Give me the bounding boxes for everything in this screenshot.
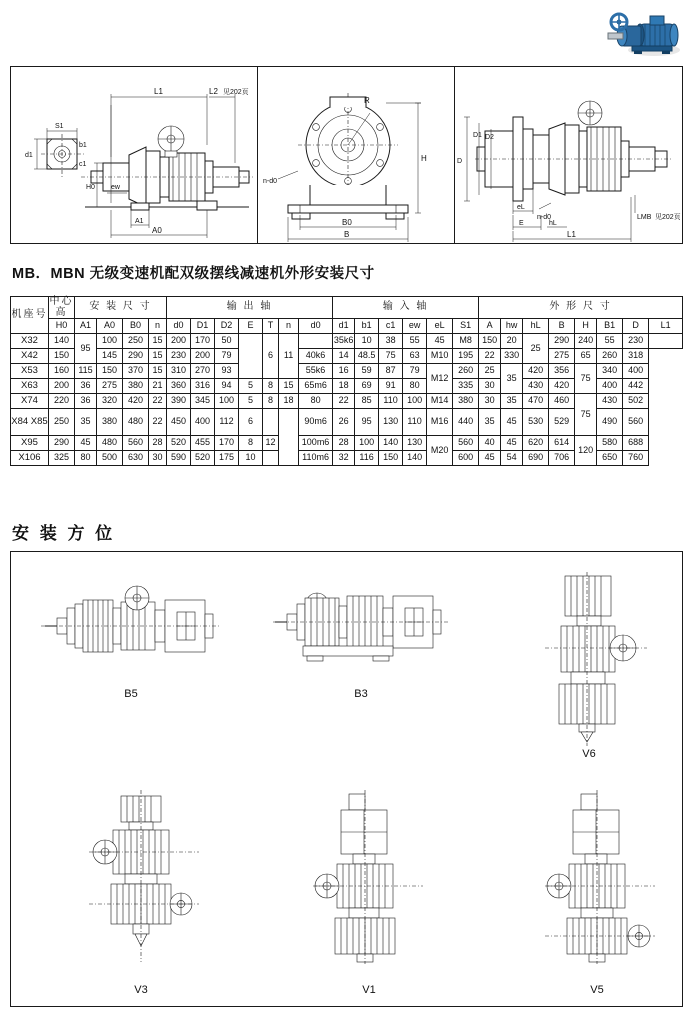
svg-text:D2: D2: [485, 134, 494, 141]
cell: 318: [623, 349, 649, 364]
cell: 94: [215, 379, 239, 394]
cell: 560: [623, 409, 649, 436]
cell: 175: [215, 451, 239, 466]
mount-label-v3: V3: [134, 984, 148, 996]
cell: 614: [549, 436, 575, 451]
svg-text:E: E: [519, 220, 524, 227]
cell: 22: [479, 349, 501, 364]
cell: 30: [479, 394, 501, 409]
cell: 40: [479, 436, 501, 451]
cell: 690: [523, 451, 549, 466]
cell: 529: [549, 409, 575, 436]
col-ew: ew: [403, 319, 427, 334]
cell: 520: [167, 436, 191, 451]
svg-text:b1: b1: [79, 142, 87, 149]
mounting-diagram-b5: [41, 574, 221, 684]
cell: M12: [427, 364, 453, 394]
cell: 590: [167, 451, 191, 466]
svg-text:D: D: [457, 158, 463, 165]
cell: 35k6: [333, 334, 355, 349]
cell: 380: [97, 409, 123, 436]
cell: 760: [623, 451, 649, 466]
cell: 20: [501, 334, 523, 349]
cell: 65: [575, 349, 597, 364]
cell: 40k6: [299, 349, 333, 364]
cell: 502: [623, 394, 649, 409]
svg-text:A1: A1: [135, 218, 144, 225]
cell: 69: [355, 379, 379, 394]
cell: 45: [75, 436, 97, 451]
cell: 93: [215, 364, 239, 379]
col-H0: H0: [49, 319, 75, 334]
header-output-shaft: 输 出 轴: [167, 297, 333, 319]
cell: 54: [501, 451, 523, 466]
cell: 8: [239, 436, 263, 451]
col-b1: b1: [355, 319, 379, 334]
cell: 480: [123, 409, 149, 436]
cell: 50: [215, 334, 239, 349]
cell: 32: [333, 451, 355, 466]
mounting-diagram-b3: [273, 574, 453, 689]
cell: 55k6: [299, 364, 333, 379]
cell: M10: [427, 349, 453, 364]
cell: 100m6: [299, 436, 333, 451]
cell: 35: [501, 394, 523, 409]
cell: 55: [597, 334, 623, 349]
col-eL: eL: [427, 319, 453, 334]
cell: 110: [379, 394, 403, 409]
cell: 290: [549, 334, 575, 349]
cell: 11: [279, 334, 299, 379]
table-row: [11, 349, 683, 364]
cell: 688: [623, 436, 649, 451]
cell: 400: [597, 379, 623, 394]
cell: 14: [333, 349, 355, 364]
cell: 110m6: [299, 451, 333, 466]
cell: 460: [549, 394, 575, 409]
cell: 520: [191, 451, 215, 466]
col-c1: c1: [379, 319, 403, 334]
cell: 22: [149, 409, 167, 436]
cell: M14: [427, 394, 453, 409]
col-D: D: [623, 319, 649, 334]
cell: 400: [623, 364, 649, 379]
cell: 100: [355, 436, 379, 451]
cell-model: X32: [11, 334, 49, 349]
cell: 55: [403, 334, 427, 349]
col-n: n: [149, 319, 167, 334]
svg-text:A0: A0: [152, 226, 162, 235]
cell: 15: [149, 349, 167, 364]
mounting-diagram-v1: [311, 790, 431, 965]
cell-model: X106: [11, 451, 49, 466]
cell: 36: [75, 394, 97, 409]
cell: M8: [453, 334, 479, 349]
cell: 706: [549, 451, 575, 466]
cell-model: X53: [11, 364, 49, 379]
cell: 230: [167, 349, 191, 364]
header-input-shaft: 输 入 轴: [333, 297, 479, 319]
col-d1: d1: [333, 319, 355, 334]
cell: 30: [479, 379, 501, 394]
cell: 335: [453, 379, 479, 394]
svg-text:L2: L2: [209, 87, 218, 96]
svg-text:ew: ew: [111, 184, 120, 191]
cell: 22: [149, 394, 167, 409]
col-hL: hL: [523, 319, 549, 334]
col-D2: D2: [215, 319, 239, 334]
cell: 5: [239, 394, 263, 409]
table-row: [11, 394, 683, 409]
col-A0: A0: [97, 319, 123, 334]
cell: 45: [427, 334, 453, 349]
cell: 380: [123, 379, 149, 394]
svg-text:H0: H0: [86, 184, 95, 191]
cell: 21: [149, 379, 167, 394]
cell: 38: [379, 334, 403, 349]
cell: 130: [403, 436, 427, 451]
cell: 100: [97, 334, 123, 349]
cell: 6: [263, 334, 279, 379]
cell: 45: [501, 436, 523, 451]
cell: 160: [49, 364, 75, 379]
cell: 275: [97, 379, 123, 394]
cell: 100: [215, 394, 239, 409]
cell: 30: [149, 451, 167, 466]
cell: 26: [333, 409, 355, 436]
svg-text:n-d0: n-d0: [537, 214, 552, 221]
cell: 15: [279, 379, 299, 394]
svg-text:D1: D1: [473, 132, 482, 139]
header-outline-dims: 外 形 尺 寸: [479, 297, 683, 319]
col-E: E: [239, 319, 263, 334]
table-row: [11, 334, 683, 349]
col-B1: B1: [597, 319, 623, 334]
cell: 10: [239, 451, 263, 466]
header-model: 机座号: [11, 297, 49, 334]
col-d0: d0: [167, 319, 191, 334]
cell: 80: [75, 451, 97, 466]
cell: 240: [575, 334, 597, 349]
cell-model: X42: [11, 349, 49, 364]
cell: 260: [453, 364, 479, 379]
cell: 170: [191, 334, 215, 349]
drawing-view-flange: [455, 67, 683, 243]
cell: 80: [299, 394, 333, 409]
svg-text:d1: d1: [25, 152, 33, 159]
cell: 145: [97, 349, 123, 364]
cell: 28: [149, 436, 167, 451]
cell: 345: [191, 394, 215, 409]
cell: 560: [453, 436, 479, 451]
cell: 170: [215, 436, 239, 451]
cell: 430: [523, 379, 549, 394]
cell: 430: [597, 394, 623, 409]
header-mount-dims: 安 装 尺 寸: [75, 297, 167, 319]
col-hw: hw: [501, 319, 523, 334]
cell: 79: [215, 349, 239, 364]
cell: 500: [97, 451, 123, 466]
svg-text:见202页: 见202页: [655, 214, 681, 221]
svg-text:LMB: LMB: [637, 214, 652, 221]
cell: 35: [479, 409, 501, 436]
cell: 18: [333, 379, 355, 394]
cell: 270: [191, 364, 215, 379]
mount-label-v1: V1: [362, 984, 376, 996]
cell: 290: [49, 436, 75, 451]
cell: 340: [597, 364, 623, 379]
cell: 420: [123, 394, 149, 409]
cell: 150: [379, 451, 403, 466]
cell: 115: [75, 364, 97, 379]
cell: 16: [333, 364, 355, 379]
cell: 620: [523, 436, 549, 451]
svg-text:R: R: [364, 96, 370, 105]
cell: 250: [123, 334, 149, 349]
mounting-diagram-v3: [83, 790, 203, 965]
cell: 120: [575, 436, 597, 466]
cell: 85: [355, 394, 379, 409]
cell: 250: [49, 409, 75, 436]
cell: 150: [479, 334, 501, 349]
cell: 80: [403, 379, 427, 394]
cell: 200: [167, 334, 191, 349]
cell: 380: [453, 394, 479, 409]
cell: 5: [239, 379, 263, 394]
cell: 325: [49, 451, 75, 466]
cell: 195: [453, 349, 479, 364]
svg-text:见202页: 见202页: [223, 89, 249, 96]
svg-text:S1: S1: [55, 123, 64, 130]
cell-model: X63: [11, 379, 49, 394]
svg-text:c1: c1: [79, 161, 87, 168]
cell-model: X95: [11, 436, 49, 451]
mount-label-v6: V6: [582, 748, 596, 760]
cell: 87: [379, 364, 403, 379]
dimension-drawing-band: [10, 66, 683, 244]
cell: 320: [97, 394, 123, 409]
cell: 360: [167, 379, 191, 394]
mount-label-b3: B3: [354, 688, 368, 700]
cell: 75: [575, 394, 597, 436]
cell: 316: [191, 379, 215, 394]
cell: 630: [123, 451, 149, 466]
cell: 370: [123, 364, 149, 379]
cell: 275: [549, 349, 575, 364]
cell: 15: [149, 334, 167, 349]
cell: 650: [597, 451, 623, 466]
col-T: T: [263, 319, 279, 334]
cell: 140: [403, 451, 427, 466]
cell: 356: [549, 364, 575, 379]
cell: 420: [523, 364, 549, 379]
cell-model: X84 X85: [11, 409, 49, 436]
svg-text:n-d0: n-d0: [263, 178, 278, 185]
svg-text:hL: hL: [549, 220, 557, 227]
svg-text:H: H: [421, 154, 427, 163]
cell: 480: [97, 436, 123, 451]
cell: 6: [239, 409, 263, 436]
cell: 600: [453, 451, 479, 466]
cell: 220: [49, 394, 75, 409]
cell: 130: [379, 409, 403, 436]
drawing-view-front: [258, 67, 454, 243]
cell: 470: [523, 394, 549, 409]
cell: 450: [167, 409, 191, 436]
cell: 91: [379, 379, 403, 394]
cell: 12: [263, 436, 279, 451]
cell: 150: [97, 364, 123, 379]
col-S1: S1: [453, 319, 479, 334]
cell: 35: [501, 364, 523, 394]
cell: [279, 409, 299, 466]
cell: 200: [49, 379, 75, 394]
cell: 100: [403, 394, 427, 409]
cell: 65m6: [299, 379, 333, 394]
mount-label-b5: B5: [124, 688, 138, 700]
cell: [263, 451, 279, 466]
svg-text:B0: B0: [342, 218, 352, 227]
cell: 110: [403, 409, 427, 436]
cell: 420: [549, 379, 575, 394]
cell: 200: [191, 349, 215, 364]
cell: 22: [333, 394, 355, 409]
cell: 230: [623, 334, 649, 349]
cell: [299, 334, 333, 349]
cell: 95: [75, 334, 97, 364]
col-B0: B0: [123, 319, 149, 334]
cell: 530: [523, 409, 549, 436]
cell: 75: [379, 349, 403, 364]
cell: 59: [355, 364, 379, 379]
svg-text:eL: eL: [517, 204, 525, 211]
mount-label-v5: V5: [590, 984, 604, 996]
cell: 140: [49, 334, 75, 349]
cell: 48.5: [355, 349, 379, 364]
cell: M20: [427, 436, 453, 466]
cell: 260: [597, 349, 623, 364]
cell: 28: [333, 436, 355, 451]
cell: 45: [479, 451, 501, 466]
col-D1: D1: [191, 319, 215, 334]
table-row: [11, 364, 683, 379]
col-B: B: [549, 319, 575, 334]
cell: 455: [191, 436, 215, 451]
cell: 150: [49, 349, 75, 364]
drawing-view-side: [11, 67, 257, 243]
specification-table: [10, 296, 683, 466]
cell: 112: [215, 409, 239, 436]
cell: 330: [501, 349, 523, 364]
cell: 10: [355, 334, 379, 349]
cell: M16: [427, 409, 453, 436]
product-photo: [588, 6, 684, 62]
cell: 140: [379, 436, 403, 451]
mounting-diagram-v5: [539, 790, 659, 965]
spec-section-heading: MB．MBN 无级变速机配双级摆线减速机外形安装尺寸: [12, 266, 375, 282]
svg-text:B: B: [344, 230, 350, 239]
table-row: [11, 436, 683, 451]
cell: 8: [263, 394, 279, 409]
svg-text:L1: L1: [567, 230, 576, 239]
mounting-section-heading: 安 装 方 位: [12, 524, 116, 543]
cell: 440: [453, 409, 479, 436]
cell: 8: [263, 379, 279, 394]
col-d0b: d0: [299, 319, 333, 334]
mounting-positions-frame: [10, 551, 683, 1007]
cell: 36: [75, 379, 97, 394]
cell: 310: [167, 364, 191, 379]
mounting-diagram-v6: [531, 572, 651, 747]
cell-model: X74: [11, 394, 49, 409]
cell: 95: [355, 409, 379, 436]
cell: [263, 409, 279, 436]
col-A1: A1: [75, 319, 97, 334]
cell: [239, 334, 263, 379]
cell: 442: [623, 379, 649, 394]
cell: 290: [123, 349, 149, 364]
cell: 580: [597, 436, 623, 451]
col-H: H: [575, 319, 597, 334]
table-column-header-row: [11, 319, 683, 334]
cell: 25: [523, 334, 549, 364]
cell: 75: [575, 364, 597, 394]
cell: 79: [403, 364, 427, 379]
cell: 116: [355, 451, 379, 466]
svg-text:L1: L1: [154, 87, 163, 96]
cell: 90m6: [299, 409, 333, 436]
col-n2: n: [279, 319, 299, 334]
cell: 45: [501, 409, 523, 436]
col-A: A: [479, 319, 501, 334]
col-L1: L1: [649, 319, 683, 334]
cell: [649, 334, 683, 349]
cell: 490: [597, 409, 623, 436]
cell: 25: [479, 364, 501, 379]
table-group-header-row: [11, 297, 683, 319]
cell: 560: [123, 436, 149, 451]
cell: 18: [279, 394, 299, 409]
cell: 35: [75, 409, 97, 436]
header-center-height: 中心高: [49, 296, 74, 318]
cell: 63: [403, 349, 427, 364]
cell: 400: [191, 409, 215, 436]
cell: 15: [149, 364, 167, 379]
cell: 390: [167, 394, 191, 409]
